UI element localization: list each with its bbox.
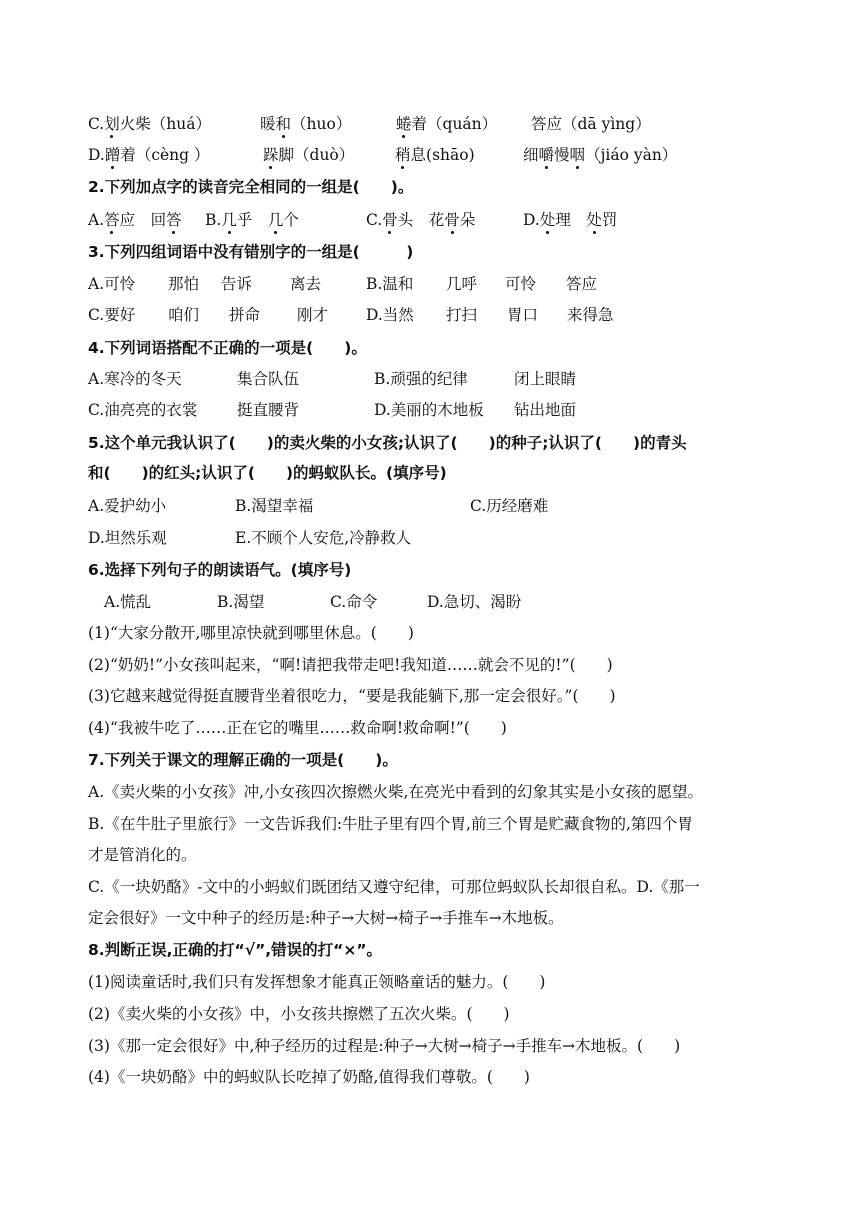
question-6-item-1: (1)“大家分散开,哪里凉快就到哪里休息。( ) bbox=[88, 624, 414, 642]
word: D.当然 bbox=[366, 306, 414, 324]
word: B.温和 bbox=[366, 275, 414, 293]
question-8-item-2: (2)《卖火柴的小女孩》中，小女孩共擦燃了五次火柴。( ) bbox=[88, 1005, 510, 1023]
question-8-title: 8.判断正误,正确的打“√”,错误的打“×”。 bbox=[88, 941, 383, 959]
dotted-char: 骨 bbox=[444, 211, 460, 229]
phrase: 挺直腰背 bbox=[237, 401, 300, 419]
word: 离去 bbox=[290, 275, 322, 293]
question-8-item-4: (4)《一块奶酪》中的蚂蚁队长吃掉了奶酪,值得我们尊敬。( ) bbox=[88, 1068, 530, 1086]
dotted-char: 几 bbox=[221, 211, 237, 229]
phrase: C.油亮亮的衣裳 bbox=[88, 401, 198, 419]
phrase: 集合队伍 bbox=[237, 370, 300, 388]
word: 来得急 bbox=[567, 306, 614, 324]
question-5-title-line-1: 5.这个单元我认识了( )的卖火柴的小女孩;认识了( )的种子;认识了( )的青头 bbox=[88, 434, 687, 452]
word: 告诉 bbox=[221, 275, 253, 293]
word: 几呼 bbox=[446, 275, 478, 293]
dotted-char: 划 bbox=[104, 115, 120, 133]
question-7-title: 7.下列关于课文的理解正确的一项是( )。 bbox=[88, 751, 398, 769]
choice: E.不顾个人安危,冷静救人 bbox=[235, 529, 412, 547]
choice: D.坦然乐观 bbox=[88, 529, 167, 547]
dotted-char: 咽 bbox=[569, 146, 586, 164]
question-7-option-c: C.《一块奶酪》-文中的小蚂蚁们既团结又遵守纪律，可那位蚂蚁队长却很自私。D.《那一 bbox=[88, 878, 700, 896]
q2-option-a: A.答应 回答 bbox=[88, 211, 182, 229]
phrase: D.美丽的木地板 bbox=[374, 401, 484, 419]
dotted-char: 答 bbox=[104, 211, 120, 229]
word: 咱们 bbox=[168, 306, 200, 324]
option-c-3: 蜷着（quán） bbox=[396, 115, 498, 133]
word: 打扫 bbox=[446, 306, 478, 324]
question-8-item-1: (1)阅读童话时,我们只有发挥想象才能真正领略童话的魅力。( ) bbox=[88, 973, 546, 991]
word: 可怜 bbox=[505, 275, 537, 293]
option-c-4: 答应（dā yìng） bbox=[531, 115, 651, 133]
question-8-item-3: (3)《那一定会很好》中,种子经历的过程是:种子→大树→椅子→手推车→木地板。( ) bbox=[88, 1037, 681, 1055]
phrase: 闭上眼睛 bbox=[514, 370, 577, 388]
question-2-title: 2.下列加点字的读音完全相同的一组是( )。 bbox=[88, 178, 414, 196]
dotted-char: 稍 bbox=[395, 146, 411, 164]
question-6-item-3: (3)它越来越觉得挺直腰背坐着很吃力，“要是我能躺下,那一定会很好。”( ) bbox=[88, 687, 616, 705]
word: 那怕 bbox=[168, 275, 200, 293]
dotted-char: 处 bbox=[539, 211, 556, 229]
option-d-2: 跺脚（duò） bbox=[263, 146, 355, 164]
word: A.可怜 bbox=[88, 275, 136, 293]
phrase: A.寒冷的冬天 bbox=[88, 370, 182, 388]
dotted-char: 几 bbox=[267, 211, 284, 229]
tone-option: B.渴望 bbox=[217, 593, 265, 611]
question-6-title: 6.选择下列句子的朗读语气。(填序号) bbox=[88, 561, 352, 579]
word: 答应 bbox=[566, 275, 598, 293]
tone-option: A.慌乱 bbox=[104, 593, 152, 611]
dotted-char: 跺 bbox=[263, 146, 279, 164]
choice: C.历经磨难 bbox=[470, 497, 549, 515]
option-d-3: 稍息(shāo) bbox=[395, 146, 475, 164]
dotted-char: 嚼 bbox=[538, 146, 555, 164]
phrase: 钻出地面 bbox=[514, 401, 577, 419]
q2-option-b: B.几乎 几个 bbox=[205, 211, 299, 229]
question-7-option-b: B.《在牛肚子里旅行》一文告诉我们:牛肚子里有四个胃,前三个胃是贮藏食物的,第四个胃 bbox=[88, 815, 693, 833]
tone-option: D.急切、渴盼 bbox=[427, 593, 522, 611]
phrase: B.顽强的纪律 bbox=[374, 370, 468, 388]
question-6-item-4: (4)“我被牛吃了……正在它的嘴里……救命啊!救命啊!”( ) bbox=[88, 719, 507, 737]
word: 刚才 bbox=[297, 306, 329, 324]
dotted-char: 处 bbox=[586, 211, 602, 229]
dotted-char: 蜷 bbox=[396, 115, 412, 133]
word: 胃口 bbox=[507, 306, 539, 324]
question-3-title: 3.下列四组词语中没有错别字的一组是( ) bbox=[88, 243, 414, 261]
tone-option: C.命令 bbox=[330, 593, 378, 611]
option-c-1: C.划火柴（huá） bbox=[88, 115, 211, 133]
choice: A.爱护幼小 bbox=[88, 497, 167, 515]
question-6-item-2: (2)“奶奶!”小女孩叫起来，“啊!请把我带走吧!我知道……就会不见的!”( ) bbox=[88, 656, 613, 674]
question-7-option-d: 定会很好》一文中种子的经历是:种子→大树→椅子→手推车→木地板。 bbox=[88, 909, 564, 927]
word: C.要好 bbox=[88, 306, 136, 324]
option-d-4: 细嚼慢咽（jiáo yàn） bbox=[523, 146, 678, 164]
option-d-1: D.蹭着（cèng ） bbox=[88, 146, 210, 164]
q2-option-c: C.骨头 花骨朵 bbox=[366, 211, 476, 229]
option-c-2: 暖和（huo） bbox=[260, 115, 352, 133]
question-4-title: 4.下列词语搭配不正确的一项是( )。 bbox=[88, 339, 367, 357]
dotted-char: 骨 bbox=[382, 211, 398, 229]
word: 拼命 bbox=[229, 306, 261, 324]
dotted-char: 蹭 bbox=[104, 146, 121, 164]
question-7-option-a: A.《卖火柴的小女孩》冲,小女孩四次擦燃火柴,在亮光中看到的幻象其实是小女孩的愿望。 bbox=[88, 783, 703, 801]
dotted-char: 答 bbox=[166, 211, 182, 229]
question-7-option-b-cont: 才是管消化的。 bbox=[88, 846, 197, 864]
choice: B.渴望幸福 bbox=[235, 497, 314, 515]
q2-option-d: D.处理 处罚 bbox=[523, 211, 618, 229]
dotted-char: 和 bbox=[275, 115, 292, 133]
question-5-title-line-2: 和( )的红头;认识了( )的蚂蚁队长。(填序号) bbox=[88, 464, 447, 482]
